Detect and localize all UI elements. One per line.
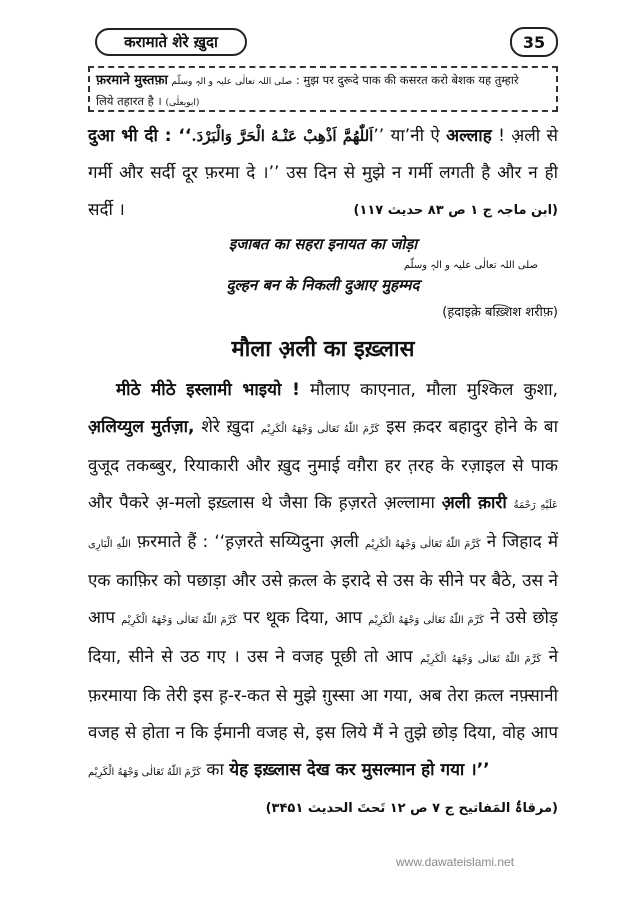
text-span: मौलाए काएनात, मौला मुश्किल कुशा, — [310, 380, 559, 400]
karam-honorific: كَرَّمَ اللّٰهُ تَعَالٰى وَجْهَهُ الْكَرِيْم — [420, 654, 542, 665]
section-citation: (مرقاۃُ المَفاتیح ج ۷ ص ۱۲ تَحتَ الحدیث ۳۴۵۱) — [265, 801, 558, 816]
poem-salawat: صلی اللہ تعالٰی علیہ و الہٖ وسلّم — [403, 260, 538, 271]
intro-allah: अल्लाह — [446, 126, 492, 146]
intro-part-1: दुआ भी दी : ‘‘ — [88, 126, 192, 146]
text-span: ने जिहाद में एक काफ़िर को पछाड़ा और उसे क़त्ल के इरादे से उस के सीने पर बैठे, उस ने आप — [88, 532, 558, 628]
karam-honorific: كَرَّمَ اللّٰهُ تَعَالٰى وَجْهَهُ الْكَرِيْم — [368, 615, 484, 626]
text-span: शेरे ख़ुदा — [201, 417, 254, 437]
qari-name: अ़ली क़ारी — [441, 493, 507, 513]
farman-ref: (ابویعلٰی) — [165, 98, 200, 108]
farman-box — [88, 66, 558, 112]
poem-source: (ह़दाइक़े बख़्शिश शरीफ़) — [442, 305, 558, 320]
page-number-badge — [510, 27, 558, 57]
karam-honorific: كَرَّمَ اللّٰهُ تَعَالٰى وَجْهَهُ الْكَرِيْم — [364, 539, 481, 550]
farman-line-1 — [96, 71, 550, 92]
section-heading: मौला अ़ली का इख़्लास — [231, 337, 415, 362]
text-span: ने फ़रमाया कि तेरी इस ह़-र-कत से मुझे ग़ुस्सा आ गया, अब तेरा क़त्ल नफ़्सानी वजह से होता न कि ईमानी वजह से, इस लिये मैं ने तुझे छोड़ दिया, वोह आप — [88, 647, 559, 743]
text-span: इस क़दर बहादुर होने के बा वुजूद तकब्बुर, रियाकारी और ख़ुद नुमाई वग़ैरा हर त़रह के रज़ाइल से पाक और पैकरे अ़-मलो इख़्लास थे जैसा कि ह़ज़रते अ़ल्लामा — [88, 417, 559, 513]
section-paragraph — [88, 372, 558, 791]
farman-text: : मुझ पर दुरूदे पाक की कसरत करो बेशक यह तुम्हारे — [295, 73, 519, 87]
poem-line-1: इजाबत का सहरा इनायत का जोड़ा — [228, 235, 418, 253]
book-title-badge — [95, 28, 247, 56]
page-number: 35 — [522, 32, 546, 52]
page-content — [88, 118, 558, 827]
karam-honorific: كَرَّمَ اللّٰهُ تَعَالٰى وَجْهَهُ الْكَرِيْم — [260, 424, 380, 435]
qari-honorific: عَلَيْهِ رَحْمَةُ اللّٰهِ الْبَارِى — [88, 500, 558, 550]
text-span: का — [206, 760, 224, 780]
karam-honorific: كَرَّمَ اللّٰهُ تَعَالٰى وَجْهَهُ الْكَرِيْم — [88, 767, 202, 778]
intro-part-3: ! अ़ली से गर्मी और सर्दी दूर फ़रमा दे ।’’ उस दिन से मुझे न गर्मी लगती है और न ही सर्दी । — [88, 126, 558, 220]
text-span: पर थूक दिया, आप — [243, 608, 363, 628]
text-span: फ़रमाते हैं : ‘‘ह़ज़रते सय्यिदुना अ़ली — [137, 532, 359, 552]
intro-part-2: ’’ या’नी ऐ — [373, 126, 440, 146]
greeting: मीठे मीठे इस्लामी भाइयो ! — [116, 380, 300, 400]
closing-text: येह इख़्लास देख कर मुसल्मान हो गया ।’’ — [229, 760, 490, 780]
farman-text-2: लिये तहारत है । — [96, 94, 162, 108]
farman-line-2 — [96, 92, 550, 113]
farman-title: फ़रमाने मुस्तफ़ा — [96, 73, 168, 88]
farman-salawat: صلی اللہ تعالٰی علیہ و الہٖ وسلّم — [171, 77, 293, 87]
ali-name: अ़लिय्युल मुर्तज़ा, — [88, 417, 195, 437]
website-url: www.dawateislami.net — [396, 855, 515, 869]
intro-citation: (ابن ماجہ ج ۱ ص ۸۳ حدیث ۱۱۷) — [353, 203, 558, 218]
karam-honorific: كَرَّمَ اللّٰهُ تَعَالٰى وَجْهَهُ الْكَرِيْم — [121, 615, 237, 626]
text-span: ने उसे छोड़ दिया, सीने से उठ गए । उस ने वजह पूछी तो आप — [88, 608, 558, 667]
poem-line-2: दुल्हन बन के निकली दुआए मुहम्मद — [226, 276, 420, 294]
book-title: करामाते शेरे ख़ुदा — [124, 33, 218, 51]
intro-arabic-dua: اَللّٰھُمَّ اَذْھِبْ عَنْـهُ الْحَرَّ وَالْبَرْدَ. — [191, 127, 374, 145]
